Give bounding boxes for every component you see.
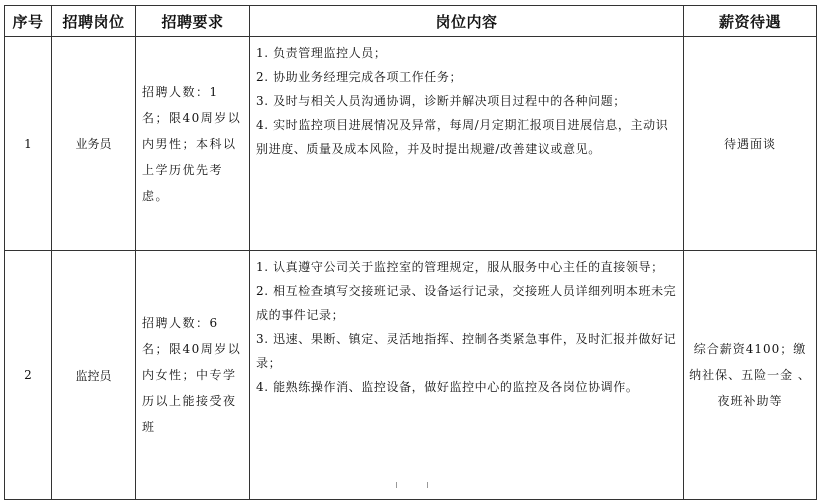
- cell-duties: [250, 251, 684, 500]
- duty-item: 3. 迅速、果断、镇定、灵活地指挥、控制各类紧急事件，及时汇报并做好记录；: [256, 332, 677, 370]
- cell-seq: 1: [5, 37, 52, 251]
- duty-item: 3. 及时与相关人员沟通协调，诊断并解决项目过程中的各种问题；: [256, 94, 626, 108]
- cell-position: 业务员: [52, 37, 136, 251]
- duty-item: 4. 能熟练操作消、监控设备，做好监控中心的监控及各岗位协调作。: [256, 380, 639, 394]
- duty-item: 1. 认真遵守公司关于监控室的管理规定，服从服务中心主任的直接领导；: [256, 260, 664, 274]
- header-content: 岗位内容: [250, 6, 684, 37]
- table-row: [5, 251, 817, 500]
- duty-item: 2. 协助业务经理完成各项工作任务；: [256, 70, 463, 84]
- duty-item: 4. 实时监控项目进展情况及异常，每周/月定期汇报项目进展信息，主动识别进度、质量及成本风险，并及时提出规避/改善建议或意见。: [256, 118, 669, 156]
- cell-requirements: 招聘人数：6名；限40周岁以内女性；中专学历以上能接受夜班: [136, 251, 250, 500]
- cell-duties: [250, 37, 684, 251]
- header-position: 招聘岗位: [52, 6, 136, 37]
- duty-item: 2. 相互检查填写交接班记录、设备运行记录，交接班人员详细列明本班未完成的事件记录；: [256, 284, 677, 322]
- table-row: [5, 37, 817, 251]
- cell-salary: 综合薪资4100；缴纳社保、五险一金 、夜班补助等: [684, 251, 817, 500]
- header-salary: 薪资待遇: [684, 6, 817, 37]
- cell-position: 监控员: [52, 251, 136, 500]
- cell-requirements: 招聘人数：1名；限40周岁以内男性；本科以上学历优先考虑。: [136, 37, 250, 251]
- duty-item: 1. 负责管理监控人员；: [256, 46, 387, 60]
- cell-salary: 待遇面谈: [684, 37, 817, 251]
- cell-seq: 2: [5, 251, 52, 500]
- header-seq: 序号: [5, 6, 52, 37]
- page-edge-mark: [396, 482, 428, 488]
- header-row: [5, 6, 817, 37]
- header-requirements: 招聘要求: [136, 6, 250, 37]
- recruitment-table: [4, 5, 817, 500]
